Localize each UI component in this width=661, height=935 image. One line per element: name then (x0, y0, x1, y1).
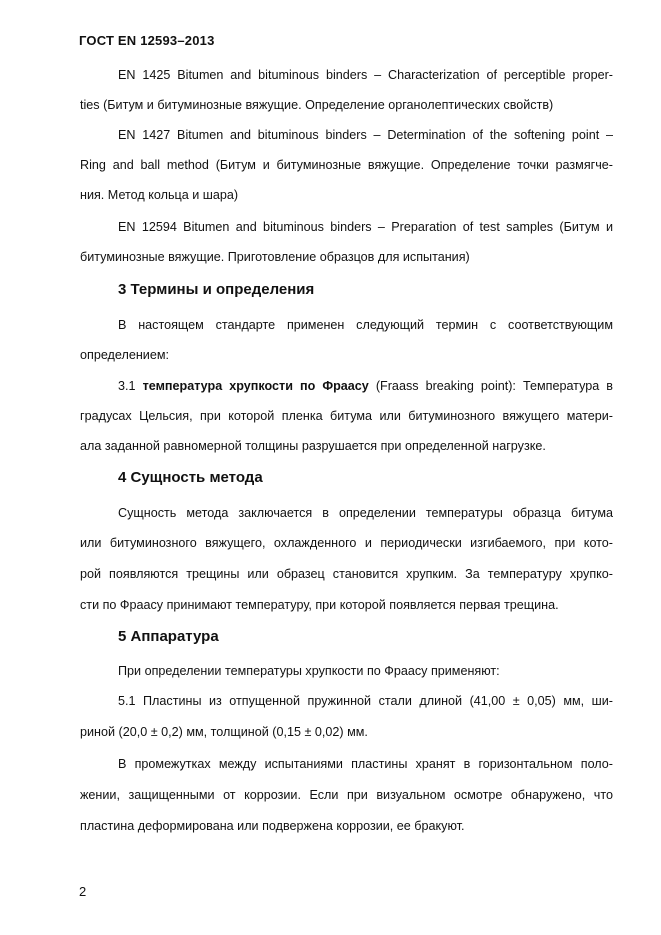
term-3-1-line2: градусах Цельсия, при которой пленка битума или битуминозного вяжущего матери- (80, 409, 613, 423)
method-line2: или битуминозного вяжущего, охлажденного и периодически изгибаемого, при кото- (80, 536, 613, 550)
term-definition-start: (Fraass breaking point): Температура в (368, 379, 613, 393)
method-line1: Сущность метода заключается в определении температуры образца битума (118, 506, 613, 520)
term-name: температура хрупкости по Фраасу (142, 379, 369, 393)
ref-en12594-line2: битуминозные вяжущие. Приготовление образцов для испытания) (80, 250, 470, 264)
terms-intro-line2: определением: (80, 348, 169, 362)
page-number: 2 (79, 884, 87, 899)
term-3-1-line1 (118, 378, 613, 394)
standard-header: ГОСТ EN 12593–2013 (79, 33, 215, 48)
ref-en1425-line1: EN 1425 Bitumen and bituminous binders – Characterization of perceptible proper- (118, 68, 613, 82)
method-line3: рой появляются трещины или образец становится хрупким. За температуру хрупко- (80, 567, 613, 581)
ref-en12594-line1: EN 12594 Bitumen and bituminous binders – Preparation of test samples (Битум и (118, 220, 613, 234)
ref-en1427-line3: ния. Метод кольца и шара) (80, 188, 239, 202)
apparatus-5-1-line1: 5.1 Пластины из отпущенной пружинной стали длиной (41,00 ± 0,05) мм, ши- (118, 694, 613, 708)
method-line4: сти по Фраасу принимают температуру, при которой появляется первая трещина. (80, 598, 559, 612)
section-3-heading: 3 Термины и определения (118, 281, 315, 298)
ref-en1425-line2: ties (Битум и битуминозные вяжущие. Определение органолептических свойств) (80, 98, 554, 112)
apparatus-5-1-line2: риной (20,0 ± 0,2) мм, толщиной (0,15 ± 0,02) мм. (80, 725, 368, 739)
ref-en1427-line2: Ring and ball method (Битум и битуминозные вяжущие. Определение точки размягче- (80, 158, 613, 172)
apparatus-intro: При определении температуры хрупкости по Фраасу применяют: (118, 664, 500, 678)
ref-en1427-line1: EN 1427 Bitumen and bituminous binders – Determination of the softening point – (118, 128, 613, 142)
terms-intro-line1: В настоящем стандарте применен следующий термин с соответствующим (118, 318, 613, 332)
section-4-heading: 4 Сущность метода (118, 469, 263, 486)
storage-line1: В промежутках между испытаниями пластины хранят в горизонтальном поло- (118, 757, 613, 771)
storage-line2: жении, защищенными от коррозии. Если при визуальном осмотре обнаружено, что (80, 788, 613, 802)
storage-line3: пластина деформирована или подвержена коррозии, ее бракуют. (80, 819, 465, 833)
term-3-1-line3: ала заданной равномерной толщины разрушается при определенной нагрузке. (80, 439, 546, 453)
term-number: 3.1 (118, 379, 143, 393)
section-5-heading: 5 Аппаратура (118, 628, 219, 645)
